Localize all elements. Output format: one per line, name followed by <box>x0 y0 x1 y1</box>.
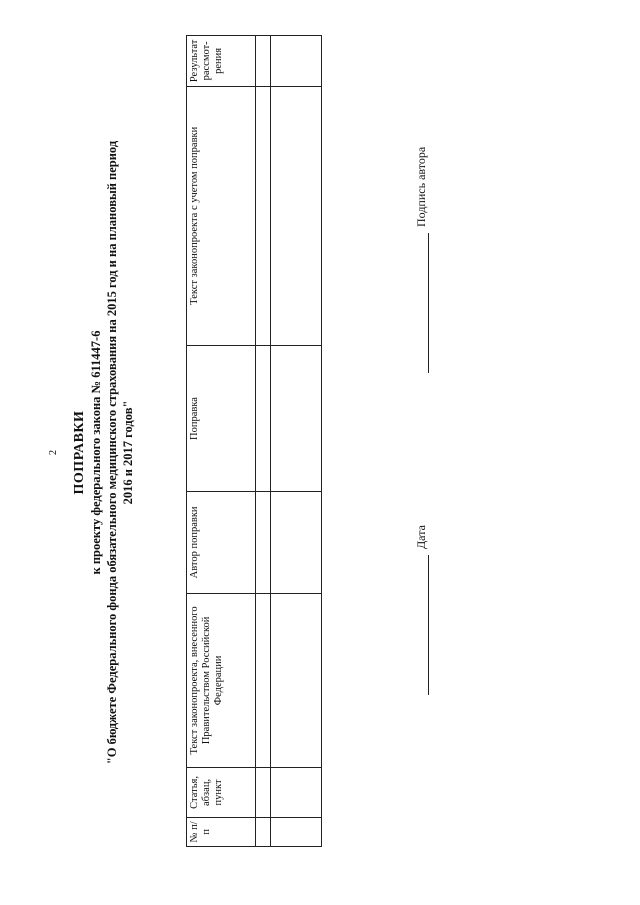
column-header-author: Автор поправки <box>187 492 256 593</box>
date-signature-block <box>414 525 429 695</box>
document-title: ПОПРАВКИ <box>72 410 87 495</box>
table-cell <box>271 86 322 345</box>
table-row <box>271 36 322 847</box>
document-subtitle-line3: 2016 и 2017 годов" <box>121 400 135 505</box>
column-header-number: № п/п <box>187 817 256 846</box>
table-cell <box>271 817 322 846</box>
author-signature-line <box>427 233 429 373</box>
table-header-row <box>187 36 256 847</box>
table-cell <box>271 492 322 593</box>
amendments-table <box>186 35 322 847</box>
document-subtitle-line1: к проекту федерального закона № 611447-6 <box>89 330 103 575</box>
table-spacer-row <box>256 36 271 847</box>
date-line <box>427 555 429 695</box>
author-signature-block <box>414 147 429 373</box>
document-header <box>72 0 136 905</box>
table-cell <box>256 492 271 593</box>
table-cell <box>256 768 271 818</box>
column-header-text-with-amendment: Текст законопроекта с учетом поправки <box>187 86 256 345</box>
table-cell <box>271 768 322 818</box>
table-cell <box>271 36 322 87</box>
column-header-amendment: Поправка <box>187 345 256 491</box>
page-number: 2 <box>48 450 59 455</box>
table-cell <box>256 817 271 846</box>
table-cell <box>271 345 322 491</box>
table-cell <box>256 593 271 768</box>
date-label: Дата <box>414 525 428 549</box>
column-header-result: Результат рассмот-рения <box>187 36 256 87</box>
document-subtitle-line2: "О бюджете Федерального фонда обязательного медицинского страхования на 2015 год и на плановый период <box>105 140 119 765</box>
column-header-government-text: Текст законопроекта, внесенного Правительством Российской Федерации <box>187 593 256 768</box>
table-cell <box>256 86 271 345</box>
table-cell <box>256 36 271 87</box>
column-header-article: Статья, абзац, пункт <box>187 768 256 818</box>
author-signature-label: Подпись автора <box>414 146 428 227</box>
table-cell <box>271 593 322 768</box>
table-cell <box>256 345 271 491</box>
